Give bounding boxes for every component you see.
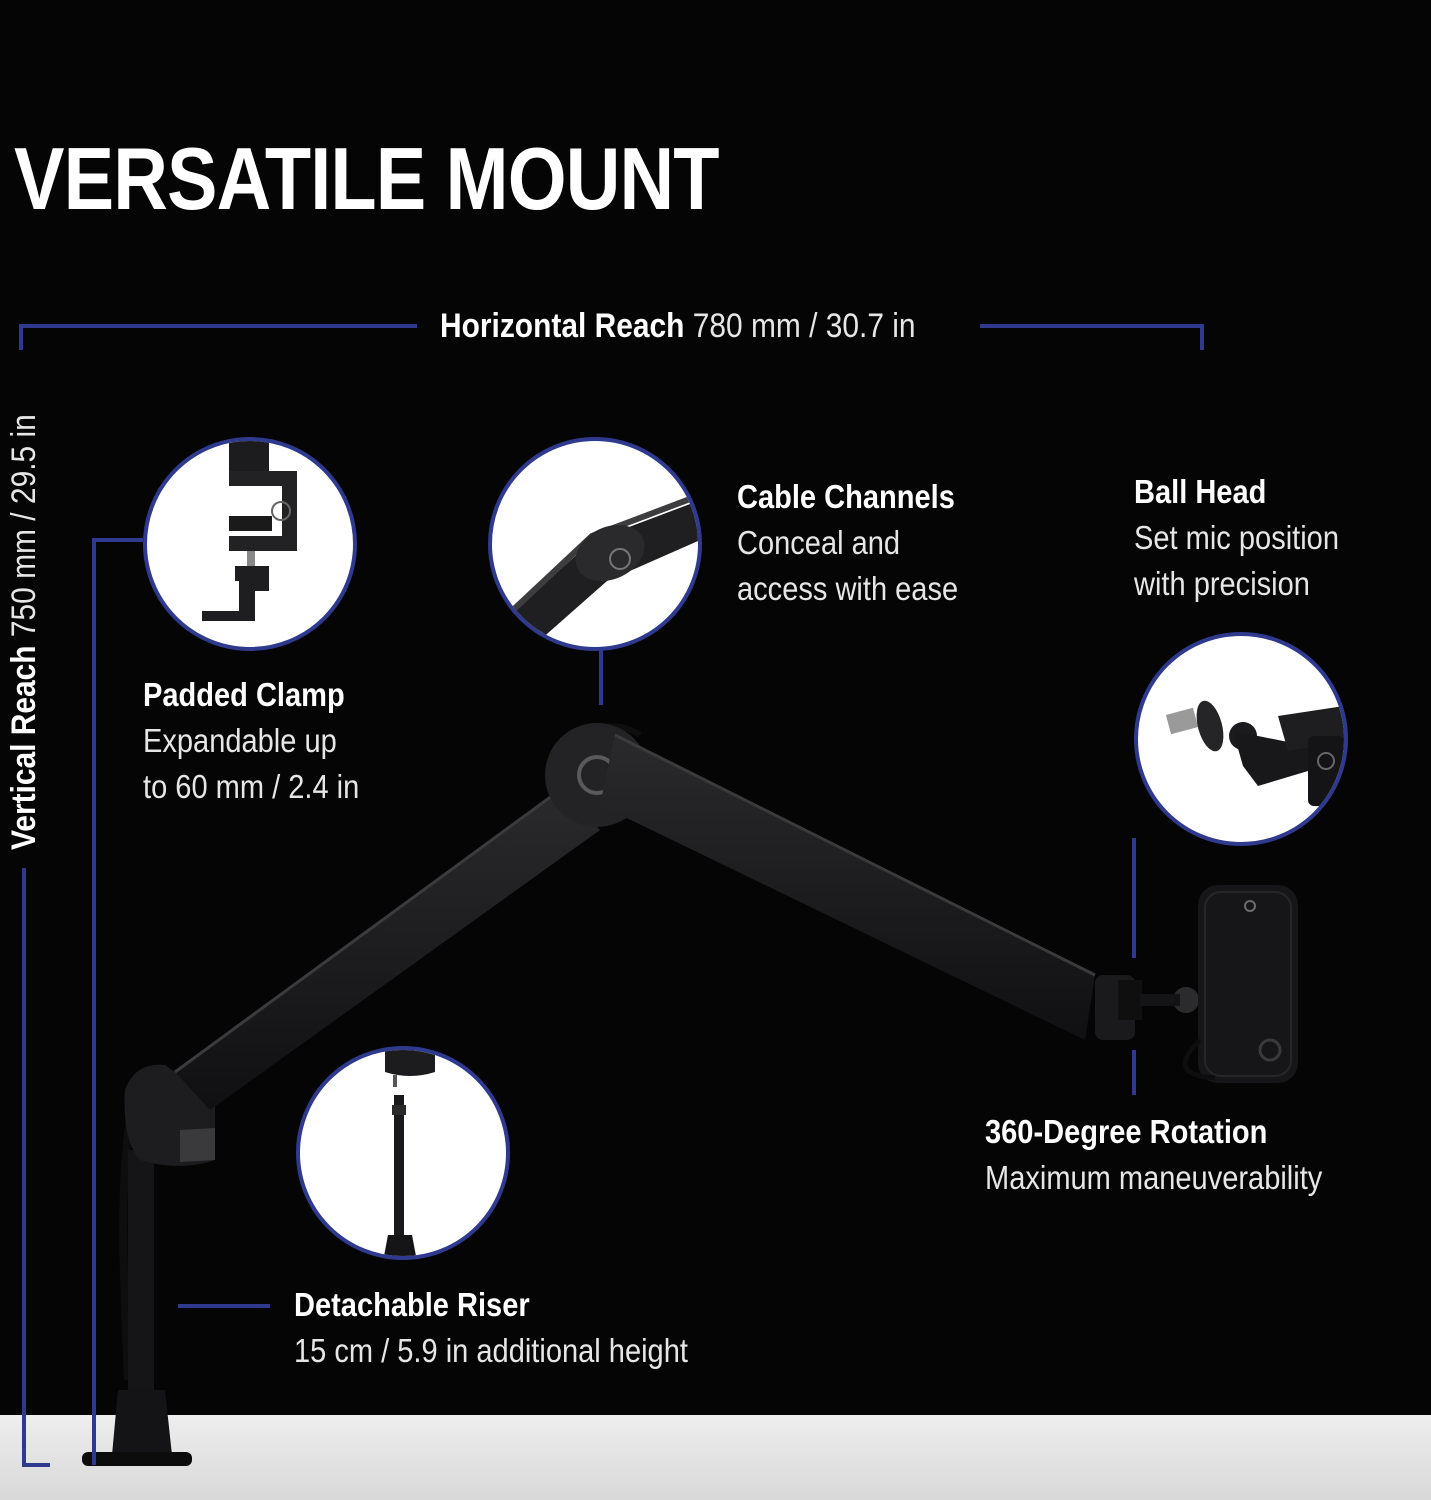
ball-head-desc-2: with precision xyxy=(1134,565,1310,602)
rotation-desc: Maximum maneuverability xyxy=(985,1159,1323,1196)
cable-channels-title: Cable Channels xyxy=(737,478,955,515)
horizontal-reach-title: Horizontal Reach xyxy=(440,307,685,345)
padded-clamp-desc-2: to 60 mm / 2.4 in xyxy=(143,768,360,805)
horizontal-reach-line-right xyxy=(980,326,1202,350)
vertical-reach-title: Vertical Reach xyxy=(5,645,43,850)
padded-clamp-desc-1: Expandable up xyxy=(143,722,337,759)
cable-channels-callout xyxy=(737,474,988,612)
ball-head-desc-1: Set mic position xyxy=(1134,519,1339,556)
riser-title: Detachable Riser xyxy=(294,1286,530,1323)
vertical-reach-line xyxy=(24,868,50,1465)
ball-head-title: Ball Head xyxy=(1134,473,1267,510)
riser-callout xyxy=(294,1282,742,1374)
horizontal-reach-label xyxy=(440,304,916,348)
rotation-title: 360-Degree Rotation xyxy=(985,1113,1268,1150)
horizontal-reach-line-left xyxy=(21,326,417,350)
riser-desc: 15 cm / 5.9 in additional height xyxy=(294,1332,688,1369)
horizontal-reach-value: 780 mm / 30.7 in xyxy=(692,307,916,345)
page-title: VERSATILE MOUNT xyxy=(14,129,719,228)
padded-clamp-title: Padded Clamp xyxy=(143,676,345,713)
ball-head-callout xyxy=(1134,469,1367,607)
clamp-callout-line xyxy=(94,540,143,1465)
vertical-reach-value: 750 mm / 29.5 in xyxy=(5,414,43,638)
cable-channels-desc-2: access with ease xyxy=(737,570,959,607)
rotation-callout xyxy=(985,1109,1368,1201)
cable-channels-desc-1: Conceal and xyxy=(737,524,901,561)
vertical-reach-label xyxy=(4,414,44,850)
padded-clamp-callout xyxy=(143,672,389,810)
